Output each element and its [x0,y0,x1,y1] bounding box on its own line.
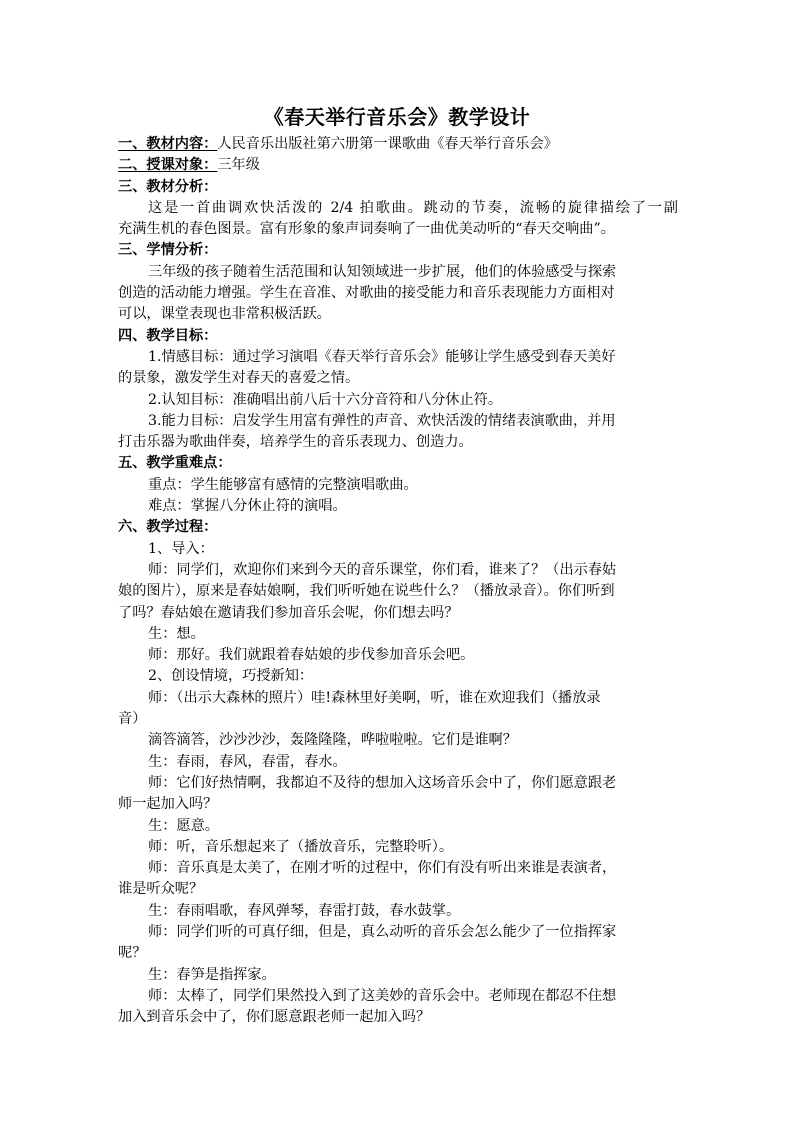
section-teaching-content [118,134,678,155]
paragraph-line: 1.情感目标：通过学习演唱《春天举行音乐会》能够让学生感受到春天美好 [148,348,616,365]
paragraph-line: 生：愿意。 [148,817,219,834]
paragraph-line: 3.能力目标：启发学生用富有弹性的声音、欢快活泼的情绪表演歌曲，并用 [148,412,616,429]
paragraph-line: 师：听，音乐想起来了（播放音乐，完整聆听）。 [148,838,454,855]
paragraph-line: 滴答滴答，沙沙沙沙，轰隆隆隆，哗啦啦啦。它们是谁啊？ [148,732,517,749]
paragraph-line: 谁是听众呢？ [118,881,204,898]
paragraph-line: 了吗？春姑娘在邀请我们参加音乐会呢，你们想去吗？ [118,604,459,621]
paragraph-line: 重点：学生能够富有感情的完整演唱歌曲。 [148,476,418,493]
paragraph-line: 师：音乐真是太美了，在刚才听的过程中，你们有没有听出来谁是表演者， [148,860,617,877]
paragraph-line: 2、创设情境，巧授新知： [148,668,314,685]
document-title: 《春天举行音乐会》教学设计 [263,105,531,129]
paragraph-line: 音） [118,711,147,728]
section-heading: 四、教学目标： [118,327,218,344]
section-audience [118,155,678,176]
paragraph-line: 呢？ [118,945,147,962]
paragraph-line: 生：春雨唱歌，春风弹琴，春雷打鼓，春水鼓掌。 [148,902,461,919]
paragraph-line: 师：那好。我们就跟着春姑娘的步伐参加音乐会吧。 [148,647,475,664]
document-body [118,134,678,1028]
paragraph-line: 创造的活动能力增强。学生在音准、对歌曲的接受能力和音乐表现能力方面相对 [118,285,615,302]
paragraph-line: 2.认知目标：准确唱出前八后十六分音符和八分休止符。 [148,391,503,408]
paragraph-line: 师：太棒了，同学们果然投入到了这美妙的音乐会中。老师现在都忍不住想 [148,987,617,1004]
paragraph-line: 师一起加入吗？ [118,796,218,813]
paragraph-line: 师：同学们听的可真仔细，但是，真么动听的音乐会怎么能少了一位指挥家 [148,923,617,940]
section-heading: 二、授课对象： [118,157,218,174]
section-heading: 三、学情分析： [118,242,218,259]
paragraph-line: 师：同学们，欢迎你们来到今天的音乐课堂，你们看，谁来了？（出示春姑 [148,561,617,578]
paragraph-line: 三年级的孩子随着生活范围和认知领域进一步扩展，他们的体验感受与探索 [148,263,617,280]
paragraph-line: 师：它们好热情啊，我都迫不及待的想加入这场音乐会中了，你们愿意跟老 [148,774,617,791]
paragraph-line: 的景象，激发学生对春天的喜爱之情。 [118,370,360,387]
section-heading: 一、教材内容： [118,136,218,152]
paragraph-line: 生：想。 [148,625,205,642]
section-heading: 六、教学过程： [118,519,218,536]
paragraph-line: 打击乐器为歌曲伴奏，培养学生的音乐表现力、创造力。 [118,434,473,451]
section-text: 三年级 [217,157,260,174]
paragraph-line: 充满生机的春色图景。富有形象的象声词奏响了一曲优美动听的“春天交响曲”。 [118,221,615,238]
paragraph-line: 生：春笋是指挥家。 [148,966,276,983]
paragraph-line: 娘的图片），原来是春姑娘啊，我们听听她在说些什么？（播放录音）。你们听到 [118,583,615,600]
section-text: 人民音乐出版社第六册第一课歌曲《春天举行音乐会》 [217,136,558,152]
paragraph-line: 加入到音乐会中了，你们愿意跟老师一起加入吗？ [118,1009,431,1026]
paragraph-line: 可以，课堂表现也非常积极活跃。 [118,306,331,323]
paragraph-line: 生：春雨，春风，春雷，春水。 [148,753,347,770]
paragraph-line: 1、导入： [148,540,214,557]
section-heading: 五、教学重难点： [118,455,232,472]
section-heading: 三、教材分析： [118,178,218,195]
paragraph-line: 难点：掌握八分休止符的演唱。 [148,498,347,515]
paragraph-line: 师：（出示大森林的照片）哇!森林里好美啊，听，谁在欢迎我们（播放录 [148,689,601,706]
paragraph-line: 这是一首曲调欢快活泼的 2/4 拍歌曲。跳动的节奏，流畅的旋律描绘了一副 [148,199,678,216]
